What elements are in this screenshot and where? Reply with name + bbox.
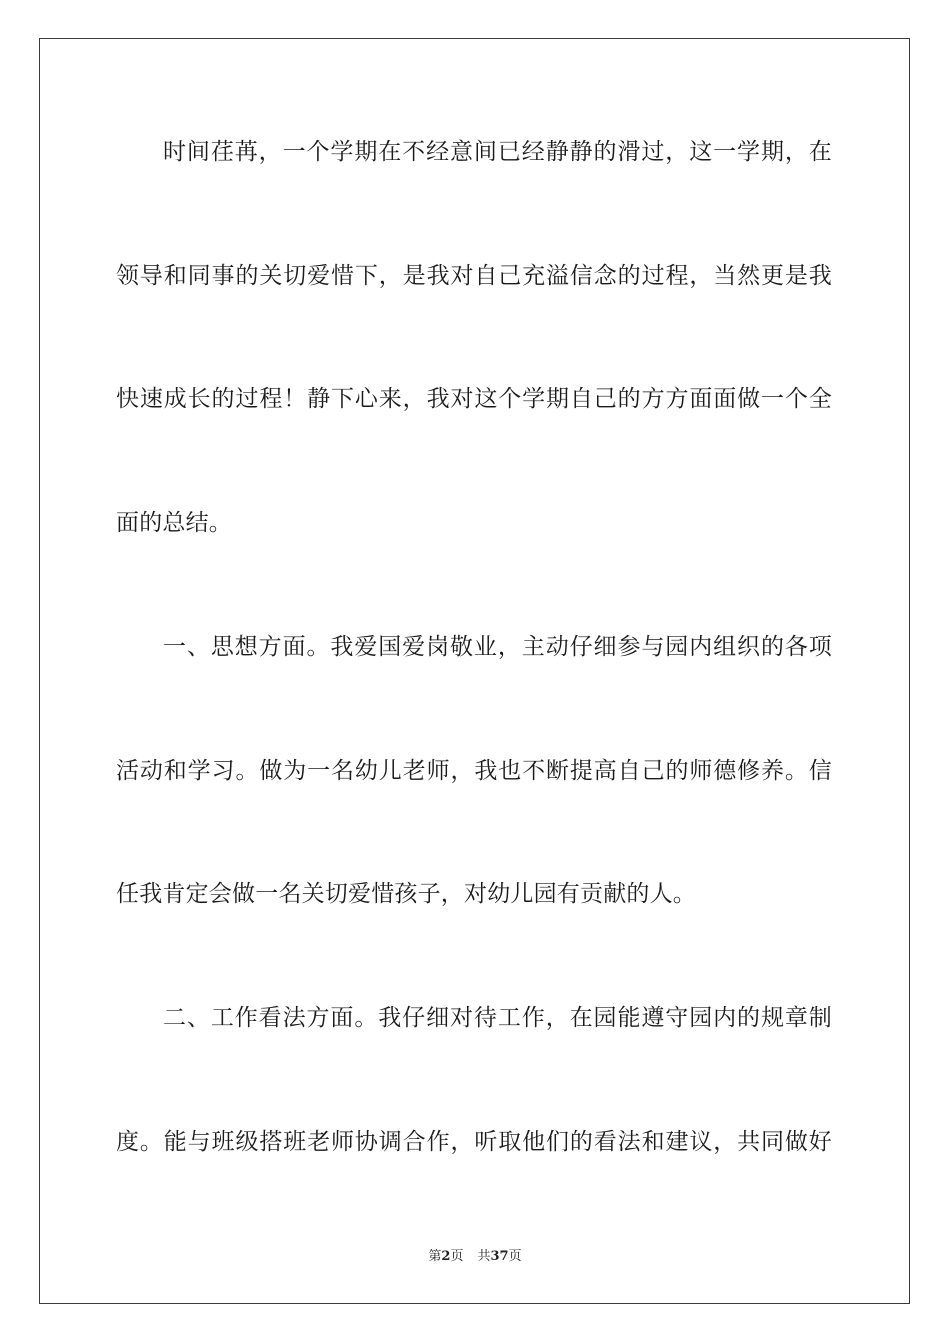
page-label-prefix: 第	[428, 1249, 442, 1264]
paragraph-1-line-4: 面的总结。	[116, 510, 232, 536]
paragraph-1-line-3: 快速成长的过程！静下心来，我对这个学期自己的方方面面做一个全	[116, 386, 832, 412]
total-label-suffix: 页	[508, 1249, 522, 1264]
total-pages: 37	[490, 1249, 509, 1264]
page-footer	[0, 1248, 950, 1266]
paragraph-2-line-2: 活动和学习。做为一名幼儿老师，我也不断提高自己的师德修养。信	[116, 758, 832, 784]
paragraph-1-line-2: 领导和同事的关切爱惜下，是我对自己充溢信念的过程，当然更是我	[116, 263, 832, 289]
paragraph-2-line-3: 任我肯定会做一名关切爱惜孩子，对幼儿园有贡献的人。	[116, 881, 696, 907]
total-label-prefix: 共	[477, 1249, 491, 1264]
paragraph-1-line-1: 时间荏苒，一个学期在不经意间已经静静的滑过，这一学期，在	[163, 139, 832, 165]
paragraph-2-line-1: 一、思想方面。我爱国爱岗敬业，主动仔细参与园内组织的各项	[163, 634, 832, 660]
page-label-suffix: 页	[450, 1249, 464, 1264]
paragraph-3-line-1: 二、工作看法方面。我仔细对待工作，在园能遵守园内的规章制	[163, 1005, 832, 1031]
page-border	[39, 38, 910, 1304]
page-number: 2	[441, 1249, 451, 1264]
paragraph-3-line-2: 度。能与班级搭班老师协调合作，听取他们的看法和建议，共同做好	[116, 1129, 832, 1155]
